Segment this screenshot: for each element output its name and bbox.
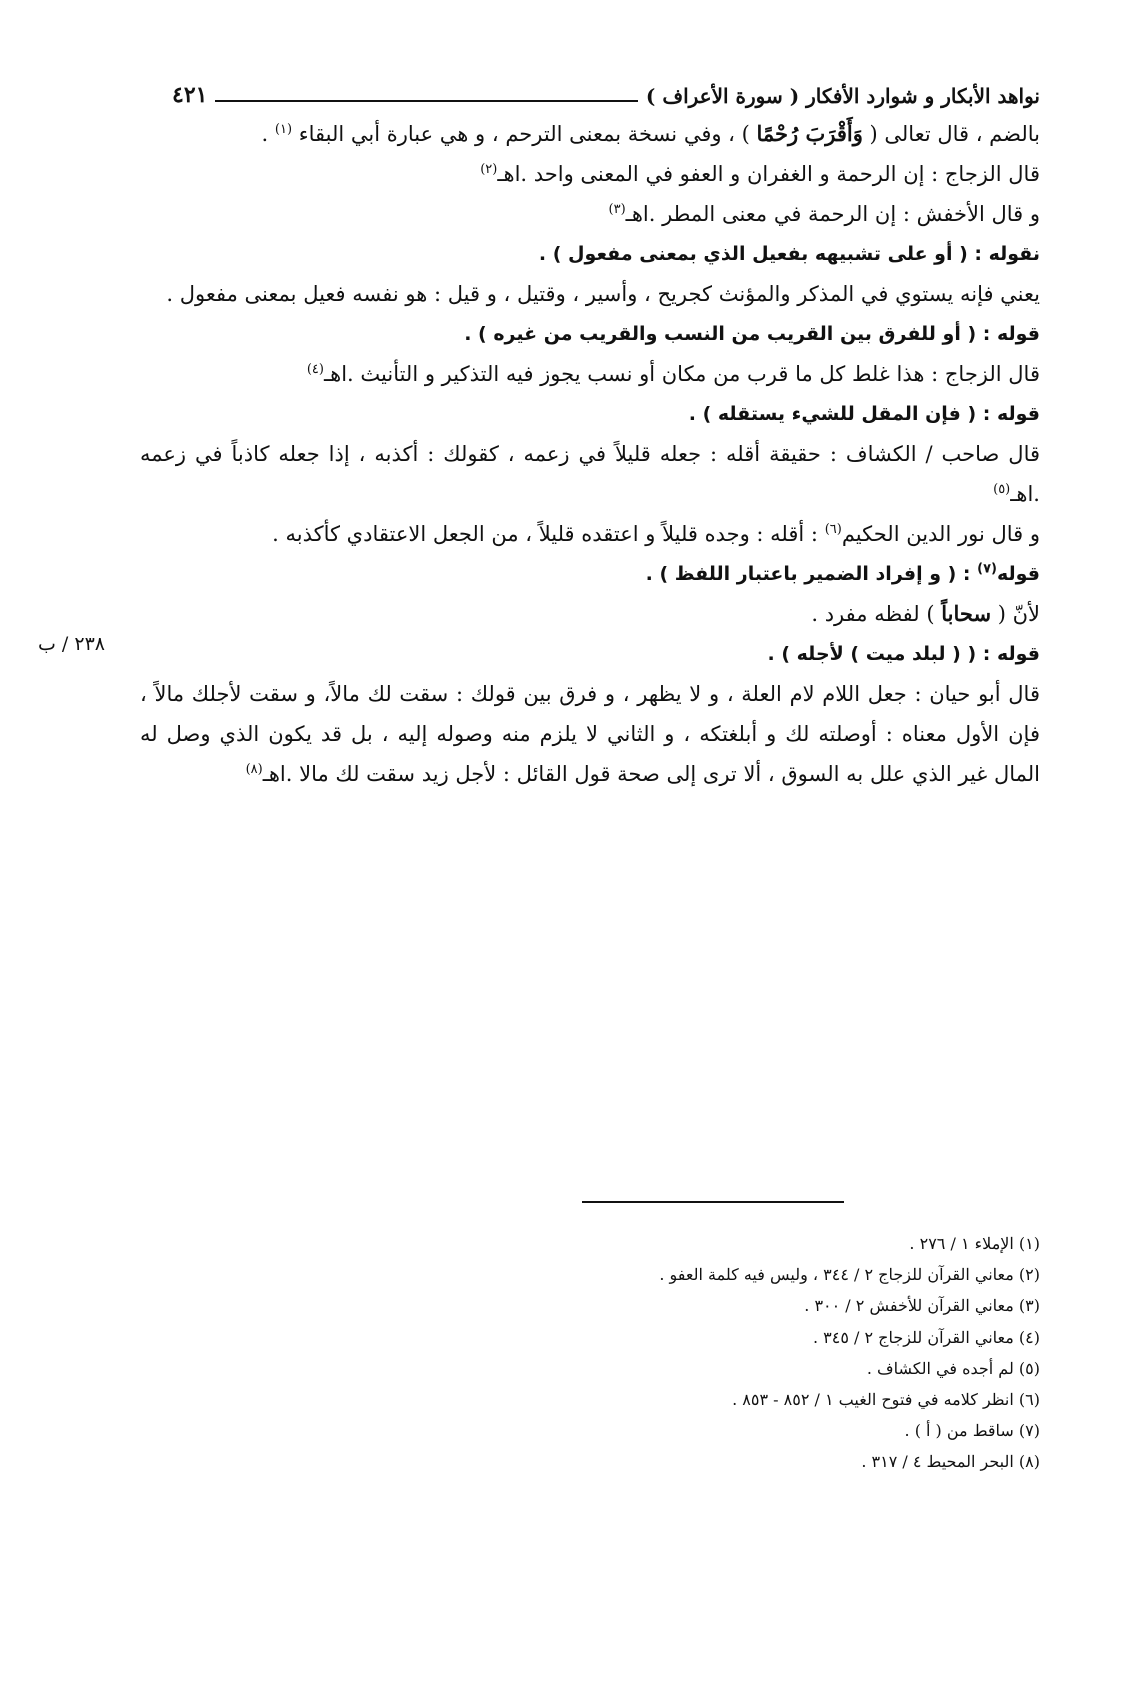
footnote-item: (٢) معاني القرآن للزجاج ٢ / ٣٤٤ ، وليس فيه كلمة العفو . (659, 1265, 1040, 1285)
footnote-reference[interactable]: (٤) (306, 362, 324, 377)
text-run: ) ، وفي نسخة بمعنى الترحم ، و هي عبارة أبي البقاء (292, 122, 757, 146)
body-paragraph (140, 274, 1040, 314)
commentary-heading (140, 234, 1040, 274)
text-run: : أقله : وجده قليلاً و اعتقده قليلاً ، من الجعل الاعتقادي كأكذبه . (272, 522, 825, 546)
header-rule (215, 100, 637, 102)
body-paragraph (140, 594, 1040, 634)
commentary-heading (140, 554, 1040, 594)
main-text (140, 114, 1040, 794)
text-run: بالضم ، قال تعالى ( (862, 122, 1040, 146)
text-run: و قال نور الدين الحكيم (841, 522, 1040, 546)
manuscript-folio-marker: ٢٣٨ / ب (38, 633, 105, 655)
footnotes (140, 1228, 1040, 1478)
text-run: : ( و إفراد الضمير باعتبار اللفظ ) . (645, 563, 978, 585)
text-run: لأنّ ( (991, 602, 1040, 626)
footnote-reference[interactable]: (٨) (245, 762, 263, 777)
footnote-item: (٨) البحر المحيط ٤ / ٣١٧ . (861, 1452, 1040, 1472)
quoted-word: سحاباً (941, 601, 992, 626)
body-paragraph (140, 154, 1040, 194)
text-run: ) لفظه مفرد . (811, 602, 942, 626)
footnote-item: (٤) معاني القرآن للزجاج ٢ / ٣٤٥ . (812, 1327, 1040, 1347)
footnote-reference[interactable]: (٥) (993, 482, 1011, 497)
body-paragraph (140, 674, 1040, 794)
footnote-reference[interactable]: (٧) (977, 561, 997, 577)
text-run: . (261, 122, 275, 146)
text-run: قال أبو حيان : جعل اللام لام العلة ، و لا يظهر ، و فرق بين قولك : سقت لك مالاً، و سقت لأجلك مالاً ، فإن الأول معناه : أوصلته لك و أبلغتكه ، و الثاني لا يلزم منه وصوله إليه ، بل قد يكون الذي وصل له المال غير الذي علل به السوق ، ألا ترى إلى صحة قول القائل : لأجل زيد سقت لك مالا .اهـ (140, 682, 1040, 786)
footnote-reference[interactable]: (١) (274, 122, 293, 137)
text-run: نقوله : ( أو على تشبيهه بفعيل الذي بمعنى مفعول ) . (538, 243, 1040, 265)
text-run: قوله : ( أو للفرق بين القريب من النسب والقريب من غيره ) . (464, 323, 1040, 345)
quran-quote: وَأَقْرَبَ رُحْمًا (756, 121, 863, 146)
header-title: نواهد الأبكار و شوارد الأفكار ( سورة الأعراف ) (645, 84, 1040, 108)
commentary-heading (140, 314, 1040, 354)
running-header (172, 72, 1040, 108)
footnote-item: (٦) انظر كلامه في فتوح الغيب ١ / ٨٥٢ - ٨٥٣ . (732, 1389, 1040, 1409)
body-paragraph (140, 434, 1040, 514)
footnote-reference[interactable]: (٣) (608, 202, 626, 217)
body-paragraph (140, 194, 1040, 234)
text-run: قال الزجاج : إن الرحمة و الغفران و العفو في المعنى واحد .اهـ (497, 162, 1040, 186)
footnote-item: (٧) ساقط من ( أ ) . (904, 1421, 1040, 1441)
text-run: قوله : ( فإن المقل للشيء يستقله ) . (688, 403, 1040, 425)
footnote-item: (٥) لم أجده في الكشاف . (866, 1358, 1040, 1378)
footnote-item: (١) الإملاء ١ / ٢٧٦ . (909, 1234, 1040, 1253)
footnote-separator (582, 1201, 844, 1203)
footnote-item: (٣) معاني القرآن للأخفش ٢ / ٣٠٠ . (804, 1296, 1040, 1316)
page-number: ٤٢١ (172, 82, 208, 108)
text-run: قوله : ( ( لبلد ميت ) لأجله ) . (767, 643, 1040, 665)
commentary-heading (140, 394, 1040, 434)
text-run: يعني فإنه يستوي في المذكر والمؤنث كجريح ، وأسير ، وقتيل ، و قيل : هو نفسه فعيل بمعنى مفعول . (166, 282, 1040, 306)
text-run: قال صاحب / الكشاف : حقيقة أقله : جعله قليلاً في زعمه ، كقولك : أكذبه ، إذا جعله كاذباً في زعمه .اهـ (140, 442, 1040, 506)
body-paragraph (140, 514, 1040, 554)
footnote-reference[interactable]: (٢) (480, 162, 498, 177)
text-run: و قال الأخفش : إن الرحمة في معنى المطر .اهـ (625, 202, 1040, 226)
body-paragraph (140, 114, 1040, 154)
text-run: قال الزجاج : هذا غلط كل ما قرب من مكان أو نسب يجوز فيه التذكير و التأنيث .اهـ (323, 362, 1040, 386)
body-paragraph (140, 354, 1040, 394)
commentary-heading (140, 634, 1040, 674)
footnote-reference[interactable]: (٦) (824, 522, 842, 537)
text-run: قوله (996, 563, 1040, 585)
